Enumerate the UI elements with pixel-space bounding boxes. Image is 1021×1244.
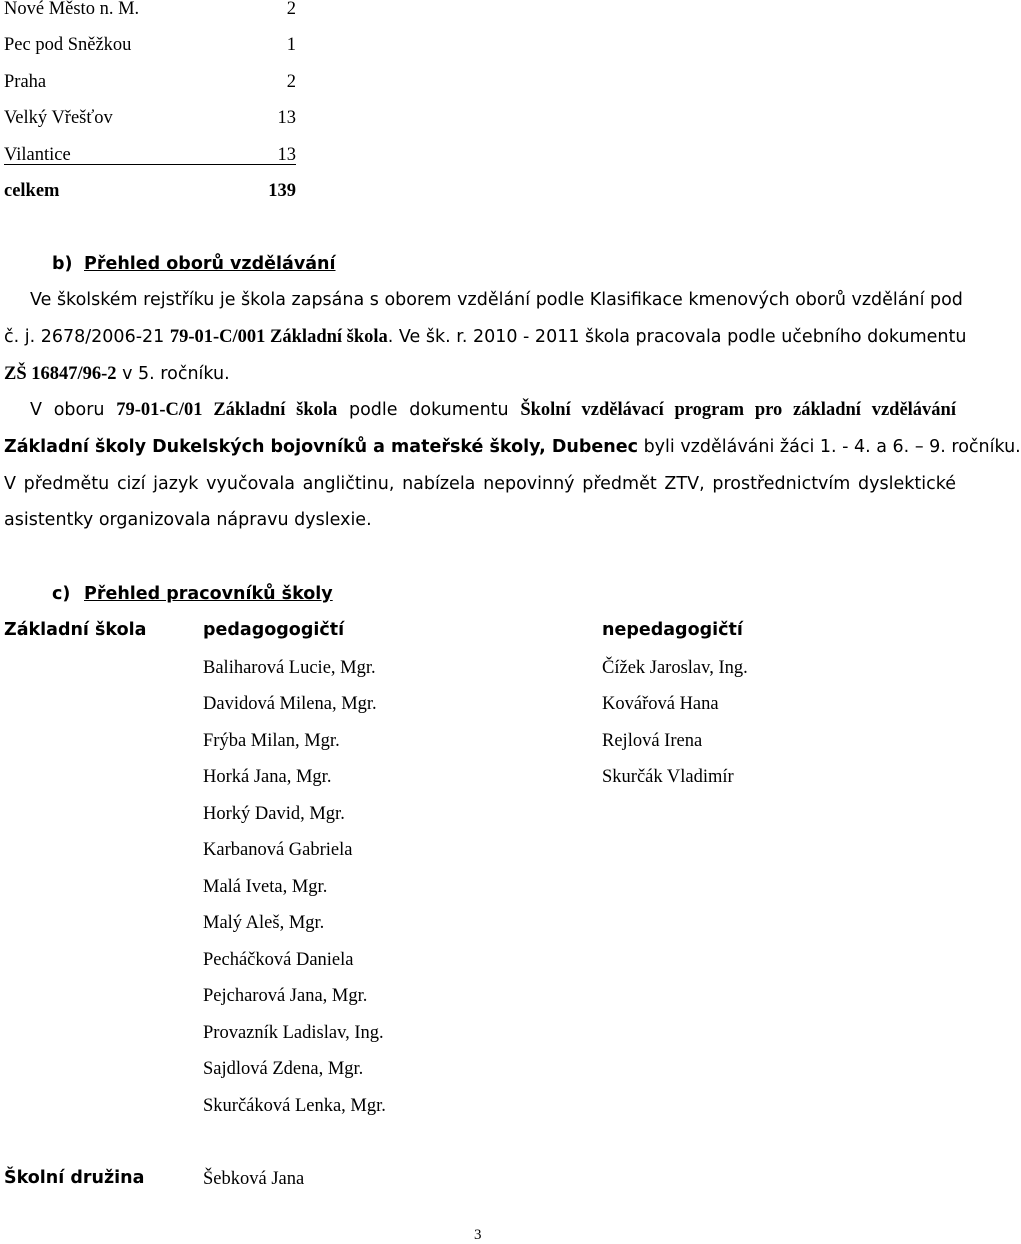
place-count: 1 <box>286 35 296 55</box>
paragraph-line: Ve školském rejstříku je škola zapsána s oborem vzdělání podle Klasifikace kmenových oborů vzdělání pod <box>30 290 963 310</box>
section-c-title: Přehled pracovníků školy <box>84 584 333 604</box>
place-count: 2 <box>286 72 296 92</box>
paragraph-line: č. j. 2678/2006-21 79-01-C/001 Základní škola. Ve šk. r. 2010 - 2011 škola pracovala podle učebního dokumentu <box>4 327 967 347</box>
staff-name: Čížek Jaroslav, Ing. <box>602 658 748 678</box>
paragraph-line: V oboru 79-01-C/01 Základní škola podle dokumentu Školní vzdělávací program pro základní vzdělávání <box>30 400 956 420</box>
paragraph-line: V předmětu cizí jazyk vyučovala angličtinu, nabízela nepovinný předmět ZTV, prostřednictvím dyslektické <box>4 474 956 494</box>
staff-name: Davidová Milena, Mgr. <box>203 694 377 714</box>
org-label: Základní škola <box>4 620 147 640</box>
place-name: Velký Vřešťov <box>4 108 113 128</box>
section-c-letter: c) <box>52 584 71 604</box>
total-divider <box>4 164 296 165</box>
place-count: 2 <box>286 0 296 19</box>
staff-name: Horká Jana, Mgr. <box>203 767 332 787</box>
staff-name: Skurčáková Lenka, Mgr. <box>203 1096 386 1116</box>
section-b-letter: b) <box>52 254 73 274</box>
staff-name: Baliharová Lucie, Mgr. <box>203 658 376 678</box>
pedagogical-header: pedagogogičtí <box>203 620 345 640</box>
paragraph-line: asistentky organizovala nápravu dyslexie. <box>4 510 372 530</box>
place-count: 13 <box>277 145 296 165</box>
page-number: 3 <box>474 1227 482 1243</box>
staff-name: Pejcharová Jana, Mgr. <box>203 986 368 1006</box>
after-school-club-label: Školní družina <box>4 1168 145 1188</box>
staff-name: Sajdlová Zdena, Mgr. <box>203 1059 364 1079</box>
total-value: 139 <box>268 181 296 201</box>
place-count: 13 <box>277 108 296 128</box>
section-b-title: Přehled oborů vzdělávání <box>84 254 336 274</box>
non-pedagogical-header: nepedagogičtí <box>602 620 743 640</box>
staff-name: Malá Iveta, Mgr. <box>203 877 328 897</box>
staff-name: Provazník Ladislav, Ing. <box>203 1023 384 1043</box>
place-name: Praha <box>4 72 47 92</box>
total-label: celkem <box>4 181 60 201</box>
staff-name: Kovářová Hana <box>602 694 719 714</box>
staff-name: Horký David, Mgr. <box>203 804 345 824</box>
staff-name: Pecháčková Daniela <box>203 950 354 970</box>
staff-name: Skurčák Vladimír <box>602 767 734 787</box>
staff-name: Malý Aleš, Mgr. <box>203 913 325 933</box>
staff-name: Karbanová Gabriela <box>203 840 353 860</box>
place-name: Nové Město n. M. <box>4 0 140 19</box>
staff-name: Rejlová Irena <box>602 731 703 751</box>
paragraph-line: Základní školy Dukelských bojovníků a mateřské školy, Dubenec byli vzděláváni žáci 1. - 4. a 6. – 9. ročníku. <box>4 437 1021 457</box>
staff-name: Frýba Milan, Mgr. <box>203 731 340 751</box>
paragraph-line: ZŠ 16847/96-2 v 5. ročníku. <box>4 364 230 384</box>
place-name: Pec pod Sněžkou <box>4 35 132 55</box>
place-name: Vilantice <box>4 145 71 165</box>
after-school-club-staff: Šebková Jana <box>203 1169 305 1189</box>
